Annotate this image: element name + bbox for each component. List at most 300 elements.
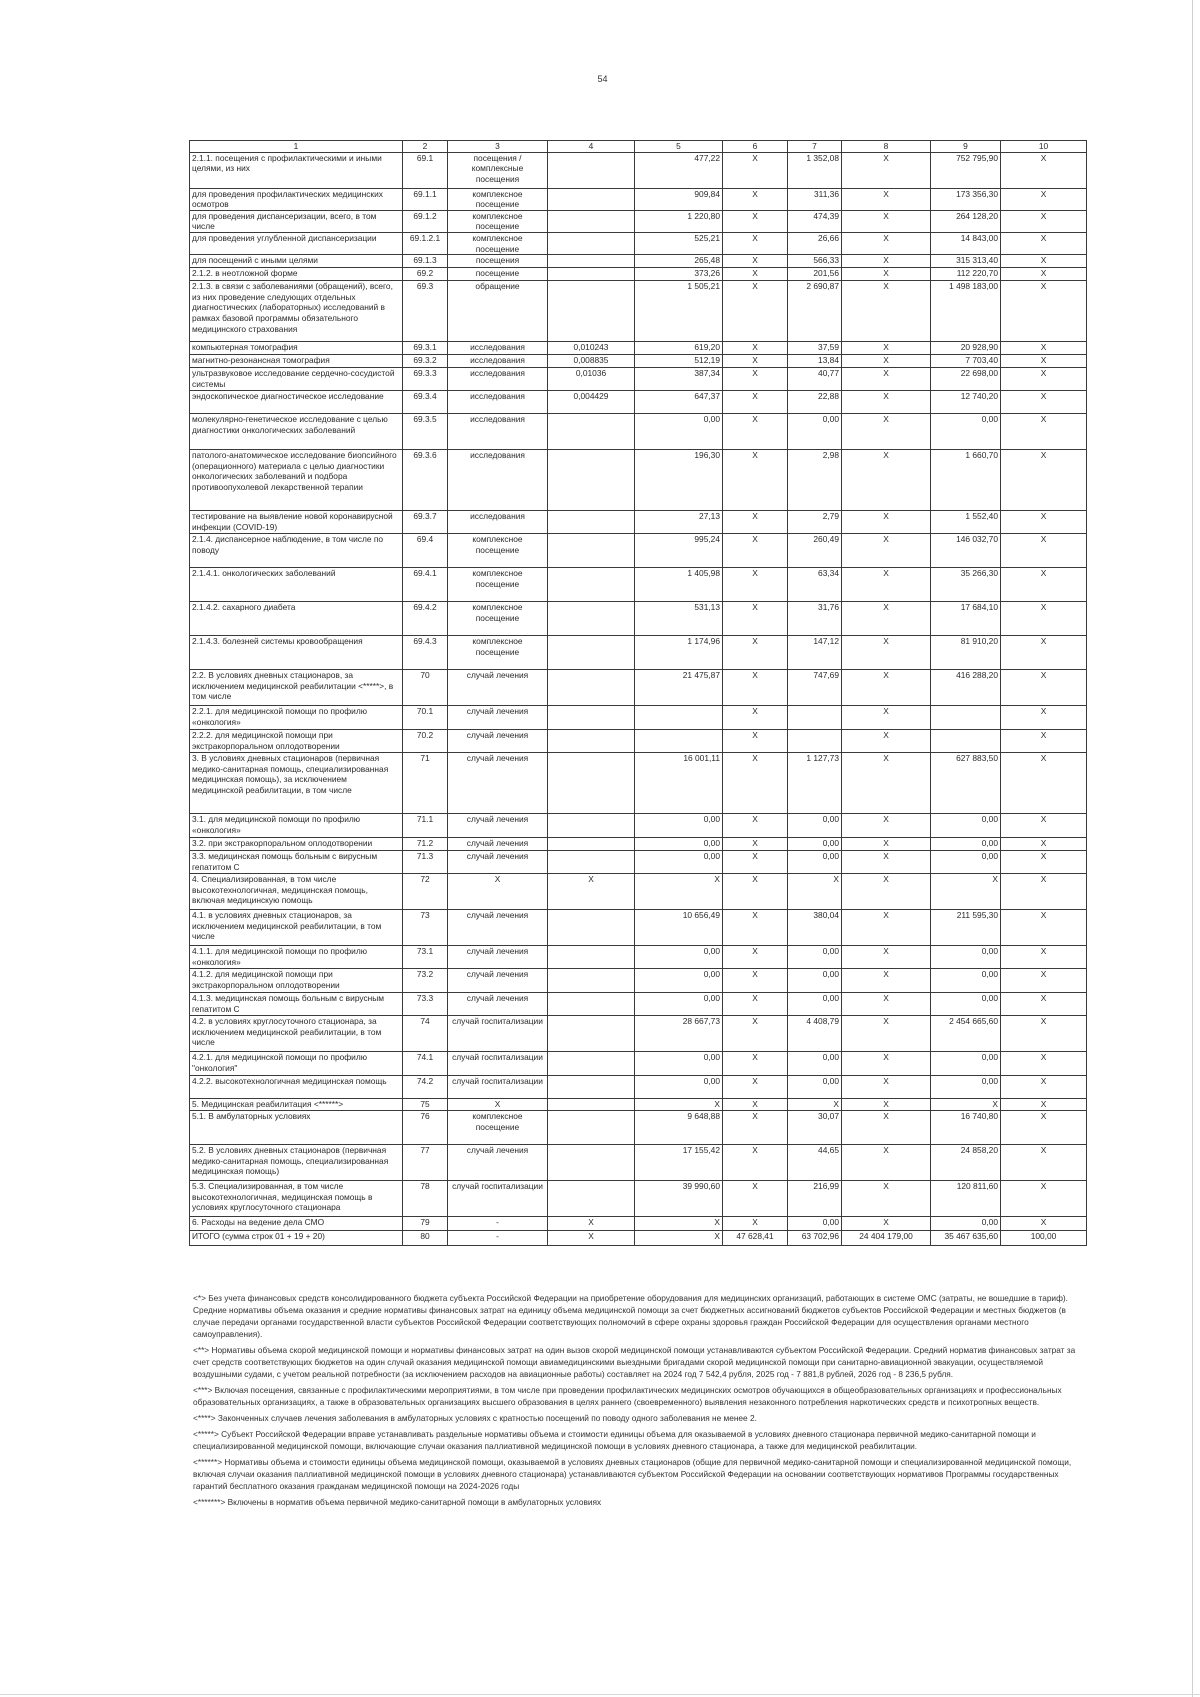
cell-unit: X xyxy=(448,874,548,910)
cell-row-number: 80 xyxy=(403,1231,448,1246)
header-cell-8: 8 xyxy=(842,141,931,153)
cell-unit: комплексное посещение xyxy=(448,1111,548,1145)
cell-col9: 0,00 xyxy=(931,1052,1001,1076)
cell-row-number: 69.3.6 xyxy=(403,450,448,511)
cell-col8: X xyxy=(842,355,931,368)
cell-col7: 40,77 xyxy=(788,368,842,391)
cell-col10: X xyxy=(1001,636,1087,670)
cell-col9: 16 740,80 xyxy=(931,1111,1001,1145)
cell-col6: X xyxy=(723,1145,788,1181)
cell-col10: X xyxy=(1001,188,1087,210)
cell-col9: 2 454 665,60 xyxy=(931,1016,1001,1052)
cell-indicator: ИТОГО (сумма строк 01 + 19 + 20) xyxy=(190,1231,403,1246)
cell-col8: X xyxy=(842,851,931,874)
cell-col8: X xyxy=(842,210,931,232)
cell-col10: X xyxy=(1001,1217,1087,1231)
cell-row-number: 69.3.1 xyxy=(403,342,448,355)
cell-col10: X xyxy=(1001,1016,1087,1052)
cell-col4 xyxy=(548,1181,635,1217)
cell-col4 xyxy=(548,636,635,670)
cell-col9: 0,00 xyxy=(931,414,1001,450)
cell-col8: X xyxy=(842,993,931,1016)
table-row xyxy=(190,910,1087,946)
cell-col4 xyxy=(548,511,635,534)
cell-col5: 0,00 xyxy=(635,838,723,851)
table-row xyxy=(190,450,1087,511)
cell-unit: исследования xyxy=(448,342,548,355)
cell-col10: X xyxy=(1001,1052,1087,1076)
cell-col8: X xyxy=(842,969,931,993)
cell-col5: 0,00 xyxy=(635,851,723,874)
cell-row-number: 76 xyxy=(403,1111,448,1145)
cell-indicator: 4.2. в условиях круглосуточного стационара, за исключением медицинской реабилитации, в том числе xyxy=(190,1016,403,1052)
cell-col8: X xyxy=(842,838,931,851)
cell-col4: 0,010243 xyxy=(548,342,635,355)
cell-col10: X xyxy=(1001,210,1087,232)
cell-unit: случай лечения xyxy=(448,946,548,969)
cell-col9: 7 703,40 xyxy=(931,355,1001,368)
cell-col10: X xyxy=(1001,1145,1087,1181)
table-row xyxy=(190,511,1087,534)
cell-indicator: 2.1.3. в связи с заболеваниями (обращений), всего, из них проведение следующих отдельных диагностических (лабораторных) исследований в рамках базовой программы обязательного медицинского страхования xyxy=(190,281,403,342)
cell-col8: X xyxy=(842,568,931,602)
cell-col7: 4 408,79 xyxy=(788,1016,842,1052)
cell-col9: 0,00 xyxy=(931,814,1001,838)
cell-col5: 1 174,96 xyxy=(635,636,723,670)
cell-col8: X xyxy=(842,1217,931,1231)
cell-unit: случай госпитализации xyxy=(448,1076,548,1099)
cell-unit: исследования xyxy=(448,355,548,368)
cell-col6: X xyxy=(723,268,788,281)
page-number: 54 xyxy=(597,74,608,84)
cell-indicator: 4.1.3. медицинская помощь больным с вирусным гепатитом С xyxy=(190,993,403,1016)
cell-indicator: 3.2. при экстракорпоральном оплодотворении xyxy=(190,838,403,851)
cell-col8: X xyxy=(842,511,931,534)
header-cell-9: 9 xyxy=(931,141,1001,153)
cell-col10: X xyxy=(1001,874,1087,910)
cell-col7: 2,79 xyxy=(788,511,842,534)
cell-col10: X xyxy=(1001,670,1087,706)
cell-col6: X xyxy=(723,993,788,1016)
cell-indicator: ультразвуковое исследование сердечно-сосудистой системы xyxy=(190,368,403,391)
cell-col7: 0,00 xyxy=(788,814,842,838)
cell-row-number: 77 xyxy=(403,1145,448,1181)
cell-col9: 211 595,30 xyxy=(931,910,1001,946)
cell-col10: X xyxy=(1001,1099,1087,1111)
cell-col9: X xyxy=(931,1099,1001,1111)
cell-col5: 647,37 xyxy=(635,391,723,414)
cell-col4 xyxy=(548,450,635,511)
cell-col7: 1 127,73 xyxy=(788,753,842,814)
cell-col4 xyxy=(548,602,635,636)
cell-col9: 1 660,70 xyxy=(931,450,1001,511)
cell-indicator: 3.1. для медицинской помощи по профилю «онкология» xyxy=(190,814,403,838)
cell-col4 xyxy=(548,568,635,602)
cell-col10: X xyxy=(1001,355,1087,368)
cell-unit: случай госпитализации xyxy=(448,1052,548,1076)
table-row xyxy=(190,753,1087,814)
cell-col4: 0,008835 xyxy=(548,355,635,368)
table-row xyxy=(190,969,1087,993)
cell-col4 xyxy=(548,232,635,254)
footnote: <******> Нормативы объема и стоимости единицы объема медицинской помощи, оказываемой в условиях дневных стационаров (общие для первичной медико-санитарной помощи и специализированной медицинской помощи, включая случаи оказания паллиативной медицинской помощи в условиях дневного стационара) устанавливаются субъектом Российской Федерации на основании соответствующих нормативов Программы государственных гарантий бесплатного оказания гражданам медицинской помощи на 2024-2026 годы xyxy=(193,1457,1072,1491)
cell-col7: X xyxy=(788,874,842,910)
cell-indicator: 2.1.4.3. болезней системы кровообращения xyxy=(190,636,403,670)
cell-col5: 0,00 xyxy=(635,946,723,969)
cell-col7: 1 352,08 xyxy=(788,152,842,188)
cell-indicator: для проведения профилактических медицинских осмотров xyxy=(190,188,403,210)
cell-row-number: 69.1.3 xyxy=(403,255,448,268)
cell-row-number: 73.1 xyxy=(403,946,448,969)
cell-indicator: эндоскопическое диагностическое исследование xyxy=(190,391,403,414)
cell-col7: 22,88 xyxy=(788,391,842,414)
cell-row-number: 69.4.2 xyxy=(403,602,448,636)
cell-unit: случай госпитализации xyxy=(448,1181,548,1217)
cell-col5 xyxy=(635,706,723,730)
cell-row-number: 69.3.3 xyxy=(403,368,448,391)
cell-indicator: 5. Медицинская реабилитация <******> xyxy=(190,1099,403,1111)
cell-row-number: 69.4.1 xyxy=(403,568,448,602)
cell-col10: X xyxy=(1001,910,1087,946)
cell-col9: 752 795,90 xyxy=(931,152,1001,188)
cell-col6: X xyxy=(723,851,788,874)
cell-col5 xyxy=(635,730,723,753)
cell-indicator: магнитно-резонансная томография xyxy=(190,355,403,368)
cell-col9: 24 858,20 xyxy=(931,1145,1001,1181)
cell-col5: 265,48 xyxy=(635,255,723,268)
cell-col8: X xyxy=(842,1099,931,1111)
cell-col6: X xyxy=(723,568,788,602)
cell-col9: 0,00 xyxy=(931,838,1001,851)
cell-unit: X xyxy=(448,1099,548,1111)
header-cell-1: 1 xyxy=(190,141,403,153)
cell-col4 xyxy=(548,993,635,1016)
cell-indicator: 5.3. Специализированная, в том числе высокотехнологичная, медицинская помощь в условиях круглосуточного стационара xyxy=(190,1181,403,1217)
cell-unit: случай лечения xyxy=(448,706,548,730)
cell-unit: исследования xyxy=(448,391,548,414)
cell-col9: 20 928,90 xyxy=(931,342,1001,355)
cell-col10: X xyxy=(1001,946,1087,969)
cell-row-number: 71.3 xyxy=(403,851,448,874)
scan-edge-line xyxy=(1192,0,1193,1697)
cell-col7 xyxy=(788,730,842,753)
cell-row-number: 71.1 xyxy=(403,814,448,838)
cell-col6: X xyxy=(723,342,788,355)
cell-indicator: 2.1.1. посещения с профилактическими и иными целями, из них xyxy=(190,152,403,188)
cell-col6: X xyxy=(723,1217,788,1231)
cell-unit: случай лечения xyxy=(448,969,548,993)
cell-indicator: компьютерная томография xyxy=(190,342,403,355)
footnote: <*****> Субъект Российской Федерации вправе устанавливать раздельные нормативы объема и стоимости единицы объема для оказываемой в условиях дневного стационара первичной медико-санитарной помощи и специализированной медицинской помощи, включающие случаи оказания паллиативной медицинской помощи в условиях дневного стационара, а также для медицинской реабилитации. xyxy=(193,1429,1036,1451)
cell-row-number: 69.4 xyxy=(403,534,448,568)
cell-col4 xyxy=(548,1052,635,1076)
cell-col5: 16 001,11 xyxy=(635,753,723,814)
cell-col5: 0,00 xyxy=(635,969,723,993)
table-row xyxy=(190,851,1087,874)
table-row xyxy=(190,414,1087,450)
cell-col9: 120 811,60 xyxy=(931,1181,1001,1217)
cell-col10: X xyxy=(1001,342,1087,355)
cell-col7: 201,56 xyxy=(788,268,842,281)
cell-col4 xyxy=(548,281,635,342)
cell-col10: 100,00 xyxy=(1001,1231,1087,1246)
table-row xyxy=(190,814,1087,838)
cell-col6: 47 628,41 xyxy=(723,1231,788,1246)
cell-col4 xyxy=(548,1076,635,1099)
cell-col9: 0,00 xyxy=(931,969,1001,993)
cell-col5: 0,00 xyxy=(635,414,723,450)
cell-col6: X xyxy=(723,391,788,414)
cell-row-number: 69.3.5 xyxy=(403,414,448,450)
cell-indicator: 6. Расходы на ведение дела СМО xyxy=(190,1217,403,1231)
cell-indicator: тестирование на выявление новой коронавирусной инфекции (COVID-19) xyxy=(190,511,403,534)
cell-row-number: 69.1.1 xyxy=(403,188,448,210)
cell-col4 xyxy=(548,534,635,568)
footnote: <***> Включая посещения, связанные с профилактическими мероприятиями, в том числе при проведении профилактических медицинских осмотров обучающихся в общеобразовательных организациях и профессиональных образовательных организациях, а также в образовательных организациях высшего образования в целях раннего (своевременного) выявления незаконного потребления наркотических средств и психотропных веществ. xyxy=(193,1385,1062,1407)
cell-indicator: 4.2.1. для медицинской помощи по профилю "онкология" xyxy=(190,1052,403,1076)
cell-unit: - xyxy=(448,1231,548,1246)
header-cell-6: 6 xyxy=(723,141,788,153)
cell-col6: X xyxy=(723,232,788,254)
cell-col5: X xyxy=(635,874,723,910)
cell-col7: 37,59 xyxy=(788,342,842,355)
cell-col8: X xyxy=(842,1016,931,1052)
cell-unit: исследования xyxy=(448,368,548,391)
cell-col7: 13,84 xyxy=(788,355,842,368)
table-row xyxy=(190,730,1087,753)
cell-indicator: 2.1.2. в неотложной форме xyxy=(190,268,403,281)
cell-unit: случай лечения xyxy=(448,993,548,1016)
table-row xyxy=(190,1052,1087,1076)
cell-col5: 531,13 xyxy=(635,602,723,636)
cell-col4: 0,004429 xyxy=(548,391,635,414)
cell-unit: исследования xyxy=(448,450,548,511)
cell-row-number: 69.3.4 xyxy=(403,391,448,414)
cell-col6: X xyxy=(723,414,788,450)
table-row xyxy=(190,1111,1087,1145)
cell-col5: 1 220,80 xyxy=(635,210,723,232)
header-cell-5: 5 xyxy=(635,141,723,153)
cell-indicator: 2.2.2. для медицинской помощи при экстракорпоральном оплодотворении xyxy=(190,730,403,753)
cell-row-number: 74.2 xyxy=(403,1076,448,1099)
cell-col4 xyxy=(548,706,635,730)
cell-row-number: 70.2 xyxy=(403,730,448,753)
cell-col8: X xyxy=(842,1145,931,1181)
cell-col10: X xyxy=(1001,534,1087,568)
cell-unit: - xyxy=(448,1217,548,1231)
cell-col6: X xyxy=(723,368,788,391)
table-row xyxy=(190,281,1087,342)
cell-col8: X xyxy=(842,414,931,450)
cell-col4 xyxy=(548,268,635,281)
footnote: <*******> Включены в норматив объема первичной медико-санитарной помощи в амбулаторных условиях xyxy=(193,1497,602,1507)
cell-col8: X xyxy=(842,281,931,342)
cell-col5: 9 648,88 xyxy=(635,1111,723,1145)
cell-col10: X xyxy=(1001,838,1087,851)
cell-col8: X xyxy=(842,152,931,188)
cell-col4 xyxy=(548,730,635,753)
cell-col10: X xyxy=(1001,1076,1087,1099)
cell-col10: X xyxy=(1001,255,1087,268)
cell-col8: X xyxy=(842,946,931,969)
cell-col10: X xyxy=(1001,851,1087,874)
cell-row-number: 71 xyxy=(403,753,448,814)
cell-col8: X xyxy=(842,1052,931,1076)
cell-col5: 10 656,49 xyxy=(635,910,723,946)
cell-col9: 416 288,20 xyxy=(931,670,1001,706)
cell-unit: обращение xyxy=(448,281,548,342)
cell-col5: 619,20 xyxy=(635,342,723,355)
table-row xyxy=(190,534,1087,568)
cell-col10: X xyxy=(1001,152,1087,188)
cell-col7: 0,00 xyxy=(788,1076,842,1099)
cell-col4 xyxy=(548,188,635,210)
cell-col4 xyxy=(548,753,635,814)
cell-unit: комплексное посещение xyxy=(448,636,548,670)
cell-col8: X xyxy=(842,534,931,568)
cell-indicator: 2.1.4. диспансерное наблюдение, в том числе по поводу xyxy=(190,534,403,568)
cell-unit: комплексное посещение xyxy=(448,568,548,602)
cell-unit: комплексное посещение xyxy=(448,232,548,254)
cell-col9: 264 128,20 xyxy=(931,210,1001,232)
cell-col6: X xyxy=(723,946,788,969)
cell-col6: X xyxy=(723,753,788,814)
cell-col10: X xyxy=(1001,1181,1087,1217)
cell-indicator: молекулярно-генетическое исследование с целью диагностики онкологических заболеваний xyxy=(190,414,403,450)
cell-col10: X xyxy=(1001,969,1087,993)
table-row xyxy=(190,268,1087,281)
cell-col5: X xyxy=(635,1217,723,1231)
cell-row-number: 70 xyxy=(403,670,448,706)
cell-col7: 31,76 xyxy=(788,602,842,636)
cell-col9: 146 032,70 xyxy=(931,534,1001,568)
cell-unit: посещения / комплексные посещения xyxy=(448,152,548,188)
cell-col4 xyxy=(548,152,635,188)
table-row xyxy=(190,636,1087,670)
footnote: <****> Законченных случаев лечения заболевания в амбулаторных условиях с кратностью посещений по поводу одного заболевания не менее 2. xyxy=(193,1413,757,1423)
cell-col4 xyxy=(548,255,635,268)
cell-col4 xyxy=(548,414,635,450)
cell-col4 xyxy=(548,814,635,838)
cell-col4 xyxy=(548,1016,635,1052)
cell-col9: 81 910,20 xyxy=(931,636,1001,670)
cell-unit: посещение xyxy=(448,268,548,281)
cell-col9: 35 266,30 xyxy=(931,568,1001,602)
cell-col6: X xyxy=(723,152,788,188)
cell-col9: 173 356,30 xyxy=(931,188,1001,210)
cell-col8: X xyxy=(842,1076,931,1099)
cell-col8: X xyxy=(842,368,931,391)
cell-col6: X xyxy=(723,511,788,534)
cell-col9: 0,00 xyxy=(931,946,1001,969)
table-row xyxy=(190,1231,1087,1246)
cell-row-number: 73.2 xyxy=(403,969,448,993)
cell-col9: 627 883,50 xyxy=(931,753,1001,814)
cell-col8: X xyxy=(842,706,931,730)
cell-unit: комплексное посещение xyxy=(448,534,548,568)
cell-col6: X xyxy=(723,636,788,670)
table-row xyxy=(190,1145,1087,1181)
cell-col8: X xyxy=(842,753,931,814)
cell-col7: 2 690,87 xyxy=(788,281,842,342)
cell-col6: X xyxy=(723,969,788,993)
table-row xyxy=(190,232,1087,254)
cell-col4 xyxy=(548,946,635,969)
cell-col8: X xyxy=(842,391,931,414)
cell-col6: X xyxy=(723,281,788,342)
cell-col6: X xyxy=(723,1076,788,1099)
cell-col4 xyxy=(548,1099,635,1111)
cell-col9: 0,00 xyxy=(931,993,1001,1016)
cell-col7 xyxy=(788,706,842,730)
cell-col6: X xyxy=(723,534,788,568)
cell-col8: X xyxy=(842,188,931,210)
cell-col4 xyxy=(548,1111,635,1145)
cell-row-number: 74 xyxy=(403,1016,448,1052)
cell-col5: 27,13 xyxy=(635,511,723,534)
cell-col7: 474,39 xyxy=(788,210,842,232)
cell-col10: X xyxy=(1001,602,1087,636)
cell-col7: 2,98 xyxy=(788,450,842,511)
cell-indicator: 3.3. медицинская помощь больным с вирусным гепатитом С xyxy=(190,851,403,874)
cell-col5: 0,00 xyxy=(635,1076,723,1099)
cell-indicator: 4.2.2. высокотехнологичная медицинская помощь xyxy=(190,1076,403,1099)
table-row xyxy=(190,838,1087,851)
cell-col8: X xyxy=(842,814,931,838)
cell-col8: X xyxy=(842,1181,931,1217)
cell-col6: X xyxy=(723,814,788,838)
cell-row-number: 74.1 xyxy=(403,1052,448,1076)
cell-indicator: для проведения углубленной диспансеризации xyxy=(190,232,403,254)
cell-col5: 1 405,98 xyxy=(635,568,723,602)
cell-col10: X xyxy=(1001,1111,1087,1145)
cell-row-number: 70.1 xyxy=(403,706,448,730)
cell-col5: 909,84 xyxy=(635,188,723,210)
table-row xyxy=(190,355,1087,368)
data-table-wrapper xyxy=(189,140,1086,1246)
table-row xyxy=(190,670,1087,706)
cell-col8: X xyxy=(842,450,931,511)
table-row xyxy=(190,152,1087,188)
cell-col8: X xyxy=(842,910,931,946)
cell-col8: X xyxy=(842,232,931,254)
cell-row-number: 69.4.3 xyxy=(403,636,448,670)
cell-col10: X xyxy=(1001,450,1087,511)
cell-col8: X xyxy=(842,602,931,636)
cell-col4 xyxy=(548,969,635,993)
cell-unit: случай лечения xyxy=(448,814,548,838)
cell-indicator: 4. Специализированная, в том числе высокотехнологичная, медицинская помощь, включая медицинскую помощь xyxy=(190,874,403,910)
cell-col8: X xyxy=(842,342,931,355)
cell-col10: X xyxy=(1001,391,1087,414)
cell-col7: 30,07 xyxy=(788,1111,842,1145)
cell-unit: случай лечения xyxy=(448,1145,548,1181)
cell-col4 xyxy=(548,910,635,946)
cell-col7: 566,33 xyxy=(788,255,842,268)
scan-bottom-line xyxy=(0,1694,1200,1695)
cell-row-number: 71.2 xyxy=(403,838,448,851)
cell-col8: X xyxy=(842,636,931,670)
table-row xyxy=(190,391,1087,414)
cell-col6: X xyxy=(723,706,788,730)
cell-col10: X xyxy=(1001,730,1087,753)
cell-row-number: 69.1 xyxy=(403,152,448,188)
cell-col8: X xyxy=(842,730,931,753)
cell-col6: X xyxy=(723,188,788,210)
cell-unit: случай лечения xyxy=(448,851,548,874)
cell-col4: X xyxy=(548,1231,635,1246)
cell-indicator: патолого-анатомическое исследование биопсийного (операционного) материала с целью диагностики онкологических заболеваний и подбора противоопухолевой лекарственной терапии xyxy=(190,450,403,511)
